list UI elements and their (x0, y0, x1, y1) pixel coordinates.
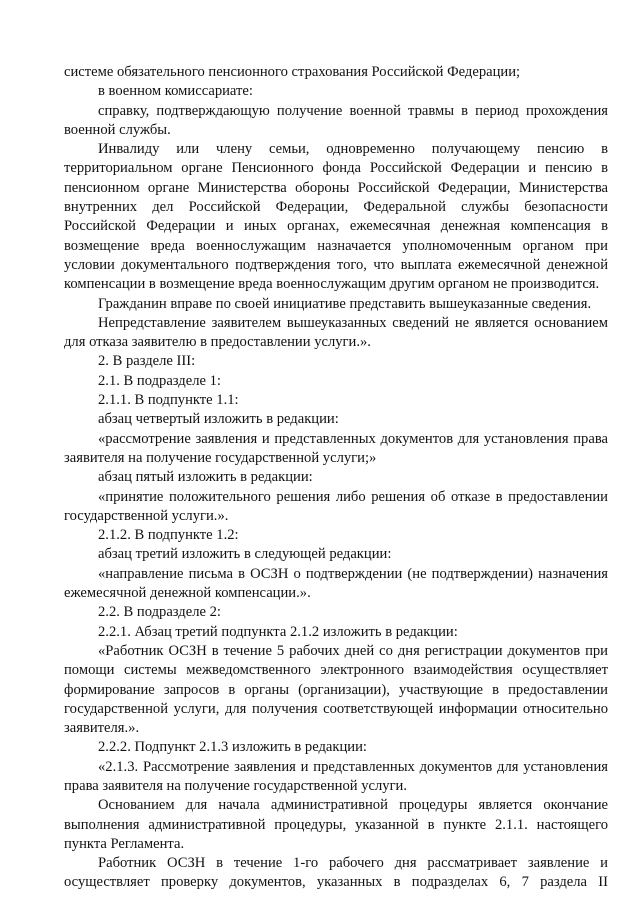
paragraph: абзац четвертый изложить в редакции: (98, 411, 339, 428)
paragraph: «2.1.3. Рассмотрение заявления и представленных документов для установления права заявителя на получение государственной услуги. (64, 758, 608, 794)
paragraph: 2.1. В подразделе 1: (98, 372, 221, 389)
paragraph: 2.2.1. Абзац третий подпункта 2.1.2 изложить в редакции: (98, 623, 458, 640)
paragraph: «Работник ОСЗН в течение 5 рабочих дней со дня регистрации документов при помощи системы межведомственного электронного взаимодействия осуществляет формирование запросов в органы (организации), участвующие в предоставлении государственной услуги, для получения соответствующей информации относительно заявителя.». (64, 642, 608, 737)
paragraph: абзац третий изложить в следующей редакции: (98, 546, 392, 563)
paragraph: 2.2. В подразделе 2: (98, 604, 221, 621)
text-line: Работник ОСЗН в течение 1-го рабочего дня рассматривает заявление и (98, 855, 608, 872)
paragraph: справку, подтверждающую получение военной травмы в период прохождения военной службы. (64, 102, 608, 138)
paragraph: Основанием для начала административной процедуры является окончание выполнения административной процедуры, указанной в пункте 2.1.1. настоящего пункта Регламента. (64, 797, 608, 852)
paragraph: системе обязательного пенсионного страхования Российской Федерации; (64, 64, 521, 80)
paragraph: Инвалиду или члену семьи, одновременно получающему пенсию в территориальном органе Пенсионного фонда Российской Федерации и пенсию в пенсионном органе Министерства обороны Российской Федерации, Министерства внутренних дел Российской Федерации, Федеральной службы безопасности Российской Федерации и иных органах, ежемесячная денежная компенсация в возмещение вреда военнослужащим назначается уполномоченным органом при условии документального подтверждения того, что выплата ежемесячной денежной компенсации в возмещение вреда военнослужащим другим органом не производится. (64, 141, 608, 293)
paragraph: Гражданин вправе по своей инициативе представить вышеуказанные сведения. (98, 295, 592, 312)
text-line: осуществляет проверку документов, указанных в подразделах 6, 7 раздела II (64, 874, 608, 891)
paragraph: «направление письма в ОСЗН о подтверждении (не подтверждении) назначения ежемесячной денежной компенсации.». (64, 565, 608, 602)
paragraph: 2.1.2. В подпункте 1.2: (98, 527, 239, 544)
paragraph: абзац пятый изложить в редакции: (98, 469, 313, 486)
paragraph: в военном комиссариате: (98, 83, 253, 100)
paragraph: «рассмотрение заявления и представленных документов для установления права заявителя на получение государственной услуги;» (64, 430, 608, 466)
paragraph: 2. В разделе III: (98, 353, 196, 370)
continued-paragraph (64, 854, 608, 893)
paragraph: 2.1.1. В подпункте 1.1: (98, 392, 239, 409)
paragraph: «принятие положительного решения либо решения об отказе в предоставлении государственной услуги.». (64, 488, 608, 524)
paragraph: Непредставление заявителем вышеуказанных сведений не является основанием для отказа заявителю в предоставлении услуги.». (64, 314, 608, 351)
paragraph: 2.2.2. Подпункт 2.1.3 изложить в редакции: (98, 739, 367, 756)
